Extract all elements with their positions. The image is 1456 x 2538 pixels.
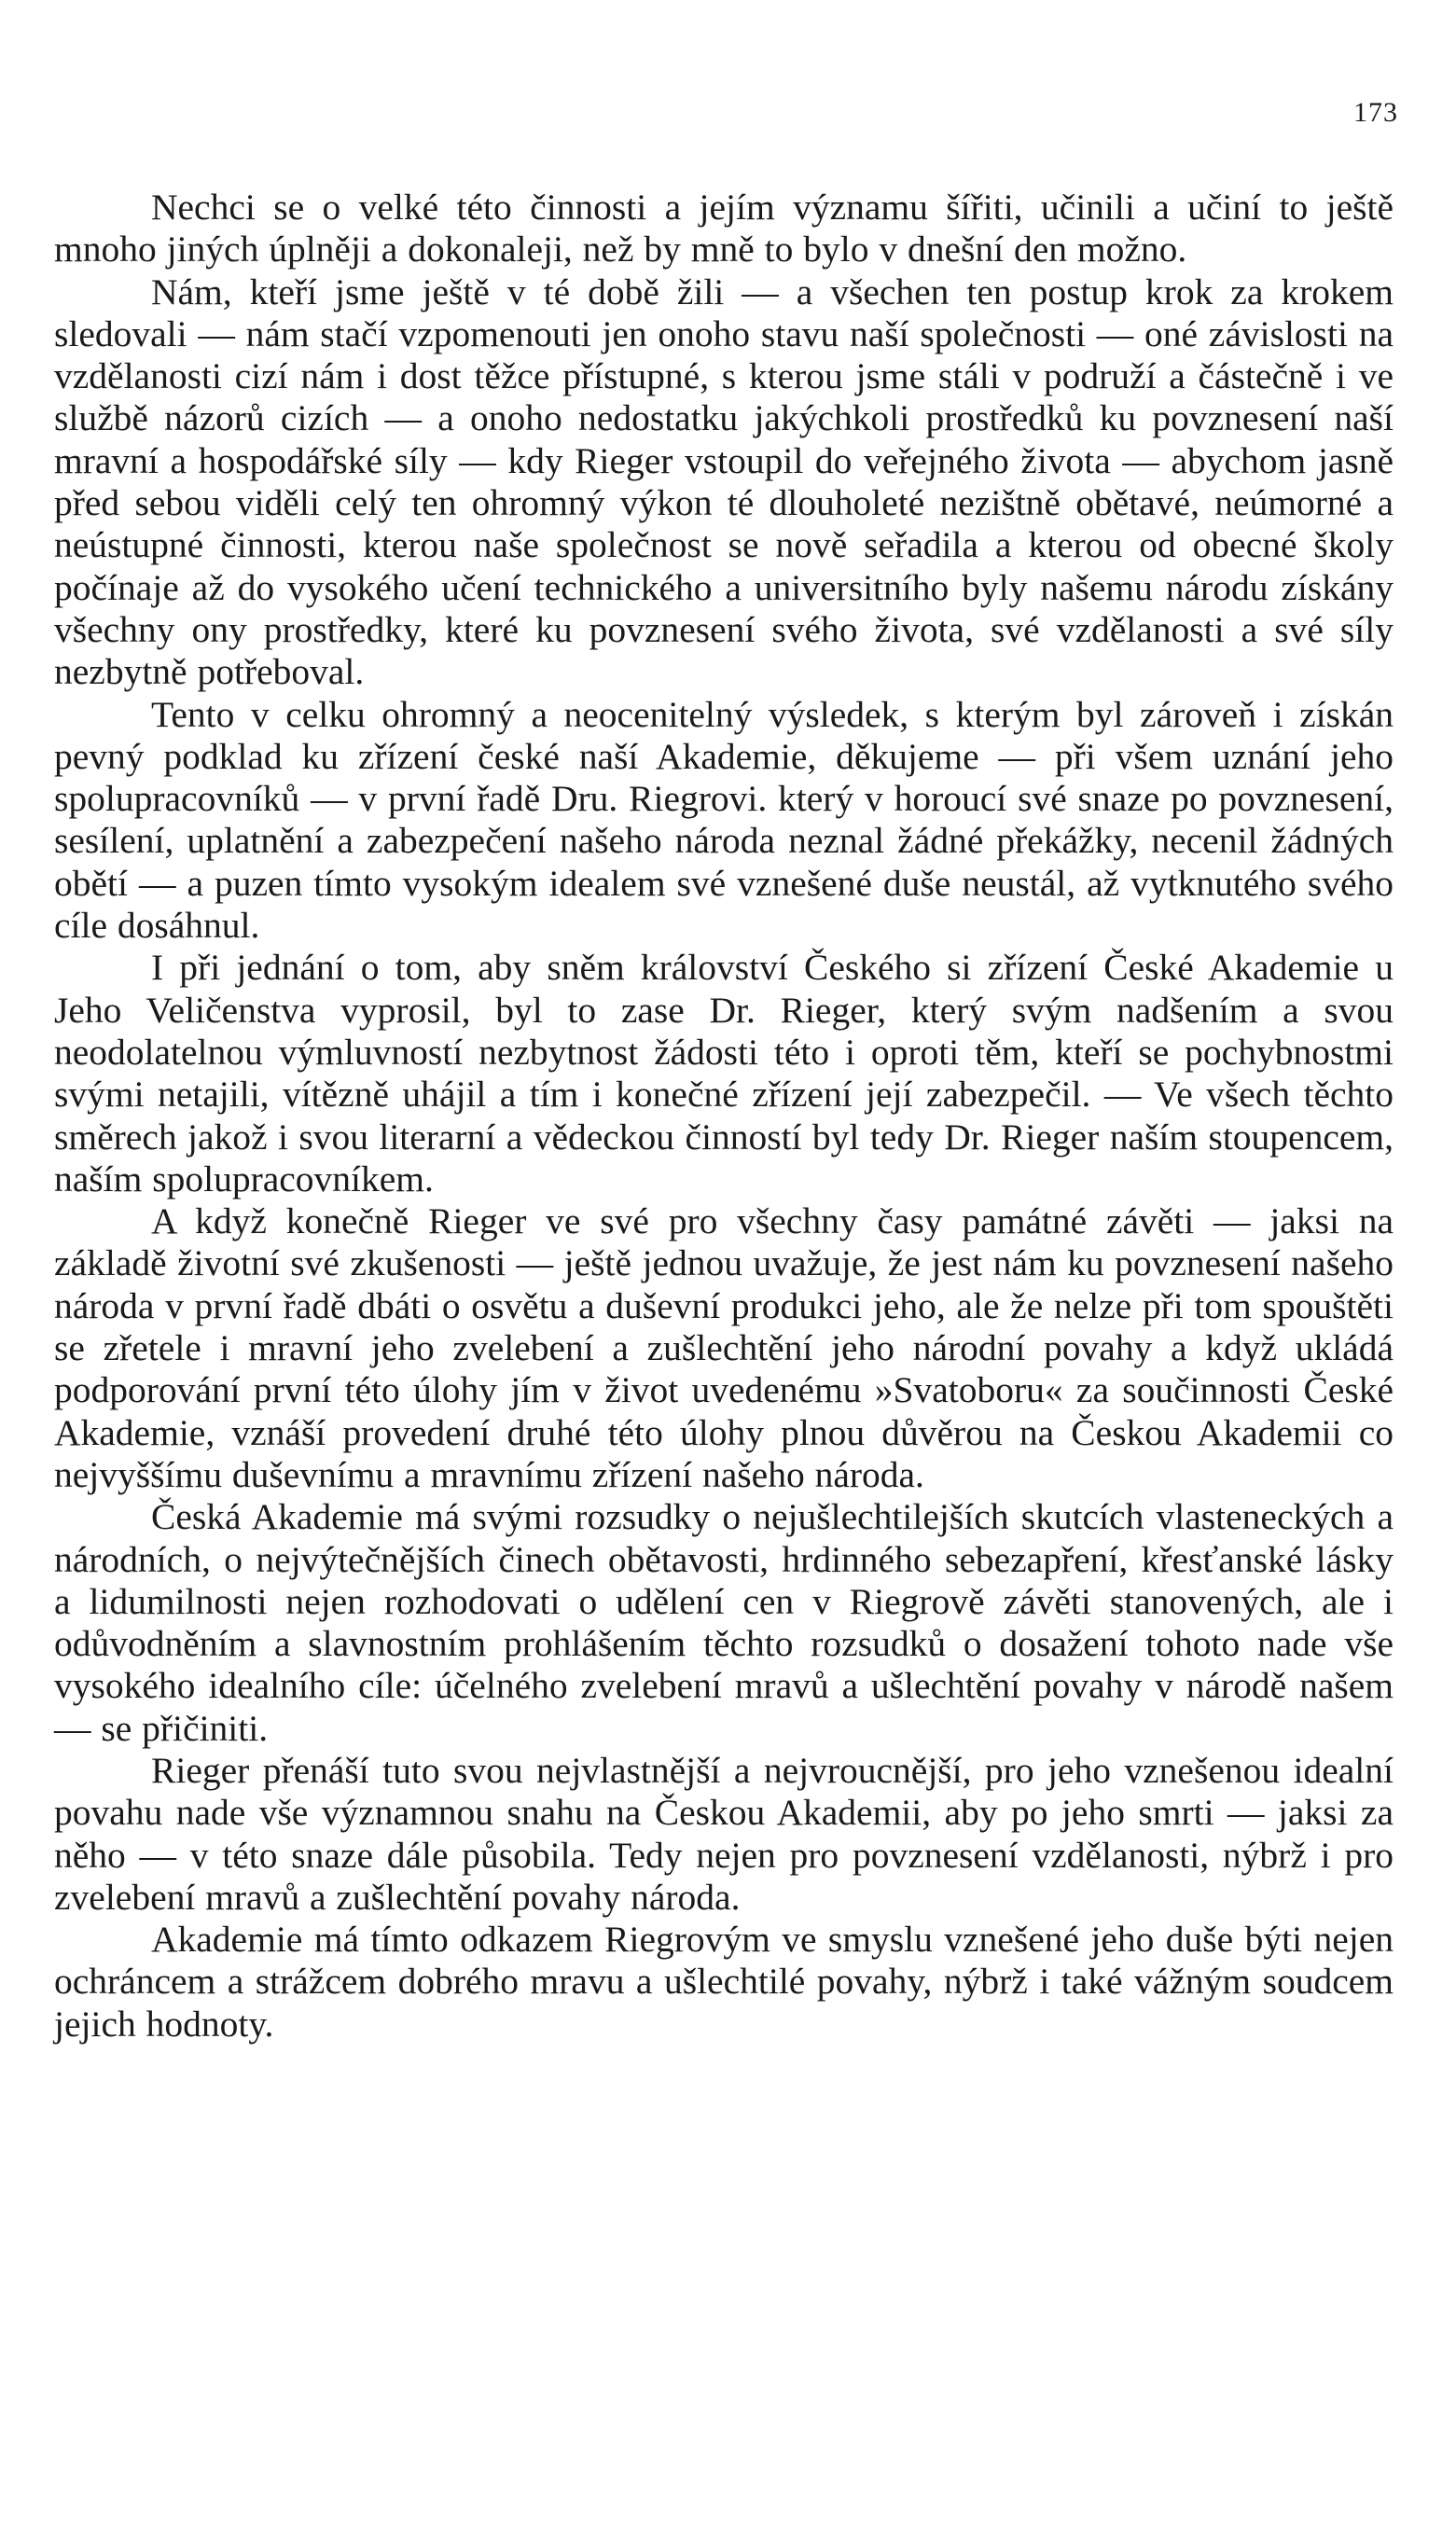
paragraph: Česká Akademie má svými rozsudky o nejušlechtilejších skutcích vlasteneckých a národních, o nejvýtečnějších činech obětavosti, hrdinného sebezapření, křesťanské lásky a lidumilnosti nejen rozhodovati o udělení cen v Riegrově závěti stanovených, ale i odůvodněním a slavnostním prohlášením těchto rozsudků o dosažení tohoto nade vše vysokého idealního cíle: účelného zvelebení mravů a ušlechtění povahy v národě našem — se přičiniti. xyxy=(54,1496,1394,1749)
paragraph: A když konečně Rieger ve své pro všechny časy památné závěti — jaksi na základě životní své zkušenosti — ještě jednou uvažuje, že jest nám ku povznesení našeho národa v první řadě dbáti o osvětu a duševní produkci jeho, ale že nelze při tom spouštěti se zřetele i mravní jeho zvelebení a zušlechtění jeho národní povahy a když ukládá podporování první této úlohy jím v život uvedenému »Svatoboru« za součinnosti České Akademie, vznáší provedení druhé této úlohy plnou důvěrou na Českou Akademii co nejvyššímu duševnímu a mravnímu zřízení našeho národa. xyxy=(54,1200,1394,1495)
paragraph: Tento v celku ohromný a neocenitelný výsledek, s kterým byl zároveň i získán pevný podklad ku zřízení české naší Akademie, děkujeme — při všem uznání jeho spolupracovníků — v první řadě Dru. Riegrovi. který v horoucí své snaze po povznesení, sesílení, uplatnění a zabezpečení našeho národa neznal žádné překážky, necenil žádných obětí — a puzen tímto vysokým idealem své vznešené duše neustál, až vytknutého svého cíle dosáhnul. xyxy=(54,693,1394,947)
paragraph: Nám, kteří jsme ještě v té době žili — a všechen ten postup krok za krokem sledovali — nám stačí vzpomenouti jen onoho stavu naší společnosti — oné závislosti na vzdělanosti cizí nám i dost těžce přístupné, s kterou jsme stáli v podruží a částečně i ve službě názorů cizích — a onoho nedostatku jakýchkoli prostředků ku povznesení naší mravní a hospodářské síly — kdy Rieger vstoupil do veřejného života — abychom jasně před sebou viděli celý ten ohromný výkon té dlouholeté nezištně obětavé, neúmorné a neústupné činnosti, kterou naše společnost se nově seřadila a kterou od obecné školy počínaje až do vysokého učení technického a universitního byly našemu národu získány všechny ony prostředky, které ku povznesení svého života, své vzdělanosti a své síly nezbytně potřeboval. xyxy=(54,270,1394,693)
paragraph: Rieger přenáší tuto svou nejvlastnější a nejvroucnější, pro jeho vznešenou idealní povahu nade vše významnou snahu na Českou Akademii, aby po jeho smrti — jaksi za něho — v této snaze dále působila. Tedy nejen pro povznesení vzdělanosti, nýbrž i pro zvelebení mravů a zušlechtění povahy národa. xyxy=(54,1749,1394,1918)
paragraph: Akademie má tímto odkazem Riegrovým ve smyslu vznešené jeho duše býti nejen ochráncem a strážcem dobrého mravu a ušlechtilé povahy, nýbrž i také vážným soudcem jejich hodnoty. xyxy=(54,1919,1394,2045)
body-text xyxy=(54,187,1394,2046)
paragraph: I při jednání o tom, aby sněm království Českého si zřízení České Akademie u Jeho Veličenstva vyprosil, byl to zase Dr. Rieger, který svým nadšením a svou neodolatelnou výmluvností nezbytnost žádosti této i oproti těm, kteří se pochybnostmi svými netajili, vítězně uhájil a tím i konečné zřízení její zabezpečil. — Ve všech těchto směrech jakož i svou literarní a vědeckou činností byl tedy Dr. Rieger naším stoupencem, naším spolupracovníkem. xyxy=(54,947,1394,1200)
page-number: 173 xyxy=(1353,97,1398,128)
paragraph: Nechci se o velké této činnosti a jejím významu šířiti, učinili a učiní to ještě mnoho jiných úplněji a dokonaleji, než by mně to bylo v dnešní den možno. xyxy=(54,187,1394,270)
